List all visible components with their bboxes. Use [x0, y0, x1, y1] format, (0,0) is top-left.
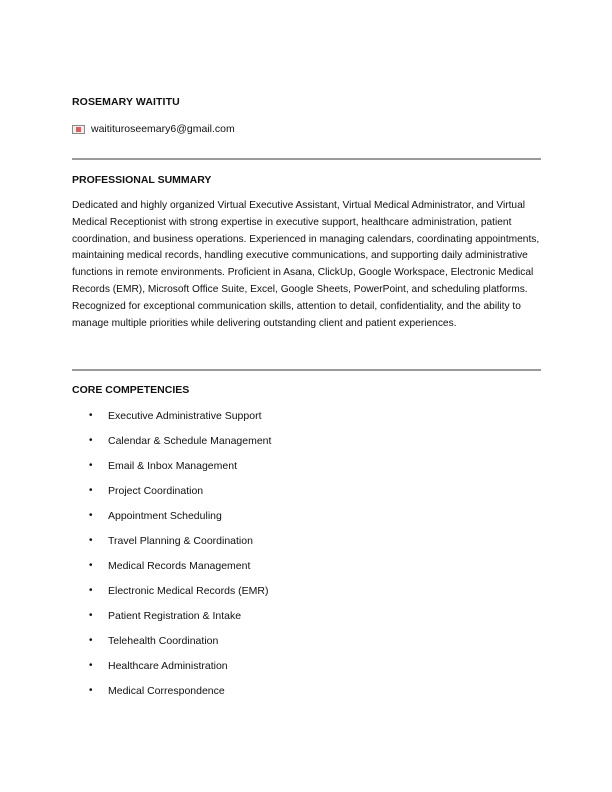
- competencies-list: [72, 407, 542, 707]
- competency-label: Appointment Scheduling: [108, 510, 222, 522]
- list-item: [72, 557, 542, 582]
- competency-label: Email & Inbox Management: [108, 460, 237, 472]
- bullet-icon: •: [89, 560, 93, 571]
- envelope-icon: [72, 125, 85, 134]
- bullet-icon: •: [89, 635, 93, 646]
- bullet-icon: •: [89, 435, 93, 446]
- list-item: [72, 682, 542, 707]
- competency-label: Healthcare Administration: [108, 660, 228, 672]
- list-item: [72, 582, 542, 607]
- contact-line: [72, 123, 235, 135]
- bullet-icon: •: [89, 685, 93, 696]
- list-item: [72, 607, 542, 632]
- bullet-icon: •: [89, 660, 93, 671]
- bullet-icon: •: [89, 510, 93, 521]
- competency-label: Telehealth Coordination: [108, 635, 219, 647]
- bullet-icon: •: [89, 610, 93, 621]
- competency-label: Executive Administrative Support: [108, 410, 262, 422]
- competency-label: Electronic Medical Records (EMR): [108, 585, 269, 597]
- summary-paragraph: Dedicated and highly organized Virtual Executive Assistant, Virtual Medical Administrator, and Virtual Medical Receptionist with strong expertise in executive support, healthcare administration, patient coordination, and business operations. Experienced in managing calendars, coordinating appointments, maintaining medical records, handling executive communications, and supporting daily administrative functions in remote environments. Proficient in Asana, ClickUp, Google Workspace, Electronic Medical Records (EMR), Microsoft Office Suite, Excel, Google Sheets, PowerPoint, and scheduling platforms. Recognized for exceptional communication skills, attention to detail, confidentiality, and the ability to manage multiple priorities while delivering outstanding client and patient experiences.: [72, 200, 540, 329]
- competency-label: Travel Planning & Coordination: [108, 535, 253, 547]
- divider: [72, 369, 541, 371]
- list-item: [72, 532, 542, 557]
- bullet-icon: •: [89, 535, 93, 546]
- competency-label: Patient Registration & Intake: [108, 610, 242, 622]
- competency-label: Medical Correspondence: [108, 685, 225, 697]
- section-title-competencies: CORE COMPETENCIES: [72, 384, 190, 396]
- divider: [72, 158, 541, 160]
- section-title-summary: PROFESSIONAL SUMMARY: [72, 174, 212, 186]
- competency-label: Calendar & Schedule Management: [108, 435, 272, 447]
- bullet-icon: •: [89, 485, 93, 496]
- competency-label: Medical Records Management: [108, 560, 251, 572]
- competency-label: Project Coordination: [108, 485, 204, 497]
- list-item: [72, 432, 542, 457]
- list-item: [72, 657, 542, 682]
- bullet-icon: •: [89, 410, 93, 421]
- bullet-icon: •: [89, 460, 93, 471]
- list-item: [72, 632, 542, 657]
- list-item: [72, 407, 542, 432]
- list-item: [72, 507, 542, 532]
- list-item: [72, 482, 542, 507]
- candidate-name: ROSEMARY WAITITU: [72, 96, 180, 108]
- email-address[interactable]: waitituroseemary6@gmail.com: [91, 123, 235, 135]
- list-item: [72, 457, 542, 482]
- bullet-icon: •: [89, 585, 93, 596]
